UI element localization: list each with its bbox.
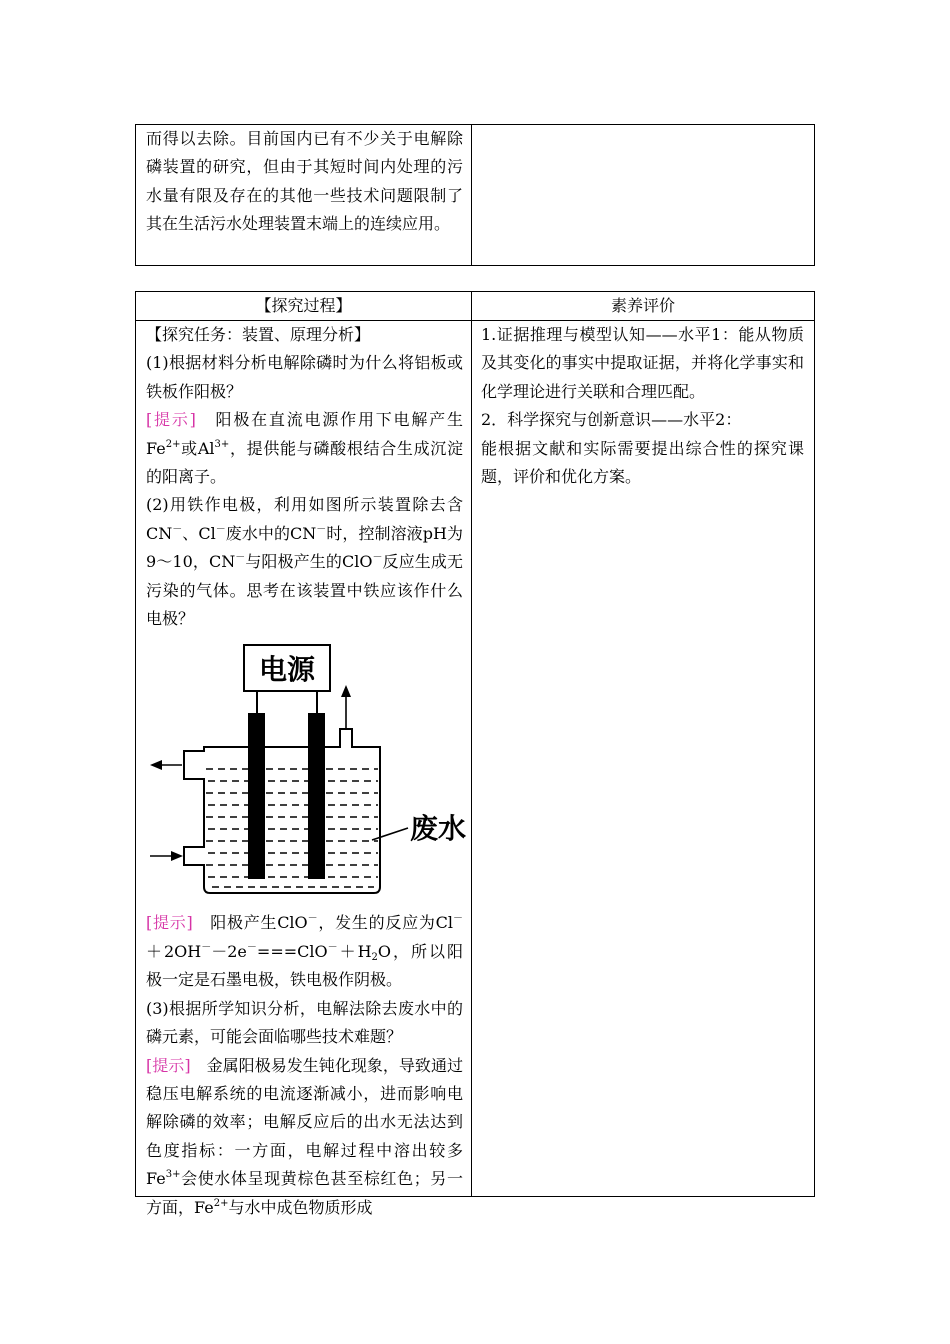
continuation-left-cell (136, 125, 472, 265)
evaluation-2: 2．科学探究与创新意识——水平2： (481, 410, 742, 430)
evaluation-1: 1.证据推理与模型认知——水平1：能从物质及其变化的事实中提取证据，并将化学事实和化学理论进行关联和合理匹配。 (481, 325, 804, 401)
continuation-table (135, 124, 815, 266)
header-evaluation: 素养评价 (610, 296, 675, 315)
question-2: (2)用铁作电极，利用如图所示装置除去含CN－、Cl－废水中的CN－时，控制溶液pH为9～10，CN－与阳极产生的ClO－反应生成无污染的气体。思考在该装置中铁应该作什么电极？ (146, 495, 463, 629)
header-process: 【探究过程】 (136, 292, 472, 320)
electrolysis-apparatus-diagram (146, 641, 467, 903)
answer-3: [提示] 金属阳极易发生钝化现象，导致通过稳压电解系统的电流逐渐减小，进而影响电解除磷的效率；电解反应后的出水无法达到色度指标：一方面，电解过程中溶出较多$Fe^{3+}$会使水体呈现黄棕色甚至棕红色；另一方面，$Fe^{2+}$与水中成色物质形成 (146, 1055, 463, 1217)
continuation-text: 而得以去除。目前国内已有不少关于电解除磷装置的研究，但由于其短时间内处理的污水量有限及存在的其他一些技术问题限制了其在生活污水处理装置末端上的连续应用。 (146, 129, 463, 234)
evaluation-3: 能根据文献和实际需要提出综合性的探究课题，评价和优化方案。 (481, 438, 804, 487)
inquiry-table (135, 291, 815, 1217)
power-source-label: 电源 (258, 653, 316, 687)
question-3: (3)根据所学知识分析，电解法除去废水中的磷元素，可能会面临哪些技术难题？ (146, 998, 463, 1047)
continuation-right-cell (472, 125, 814, 265)
answer-1: [提示] 阳极在直流电源作用下电解产生$Fe^{2+}$或$Al^{3+}$，提供能与磷酸根结合生成沉淀的阳离子。 (146, 410, 463, 487)
tank (184, 729, 380, 893)
inquiry-table-header (136, 292, 814, 321)
question-1: (1)根据材料分析电解除磷时为什么将铝板或铁板作阳极？ (146, 353, 463, 401)
evaluation-cell (472, 321, 814, 1197)
answer-2: [提示] 阳极产生ClO－，发生的反应为$Cl^-+2OH^--2e^-===ClO^-+H_2O$，所以阳极一定是石墨电极，铁电极作阴极。 (146, 913, 463, 990)
task-title: 【探究任务：装置、原理分析】 (146, 325, 371, 344)
hint-label: [提示] (146, 410, 196, 430)
electrode-left (248, 713, 265, 879)
electrode-right (308, 713, 325, 879)
process-cell (136, 321, 472, 1217)
wastewater-label: 废水 (410, 812, 467, 846)
